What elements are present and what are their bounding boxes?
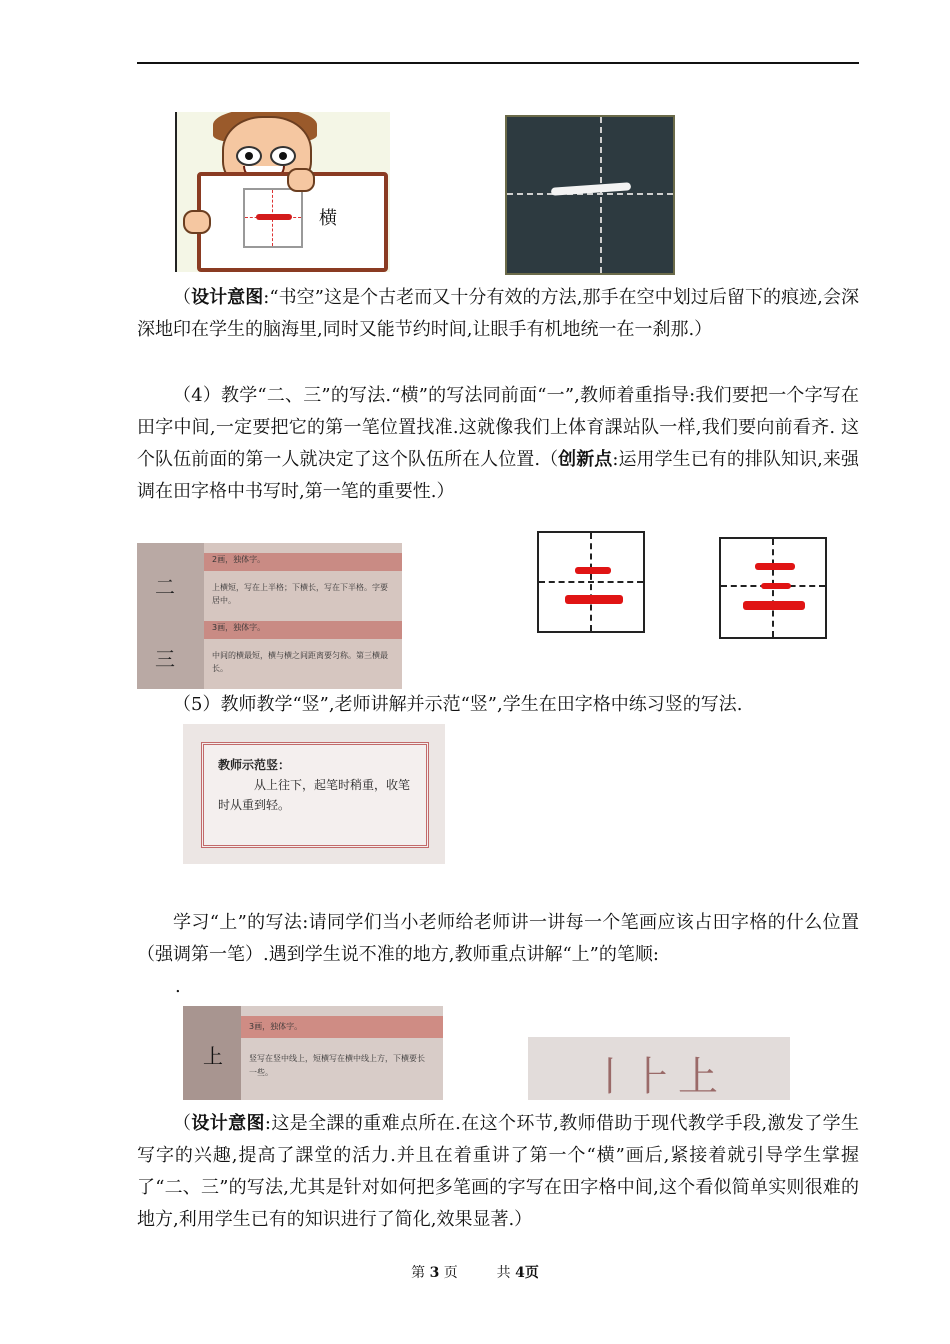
er-head: 2画，独体字。 xyxy=(204,553,402,571)
teaching-paragraph-4: （4）教学“二、三”的写法.“横”的写法同前面“一”,教师着重指导:我们要把一个字写在田字中间,一定要把它的第一笔位置找准.这就像我们上体育課站队一样,我们要向前看齐. 这个队伍前面的第一人就决定了这个队伍所在人位置.（创新点:运用学生已有的排队知识,来强调在田字格中书写时,第一笔的重要性.） xyxy=(137,385,859,502)
textbook-er-san-image xyxy=(137,543,402,689)
stroke-order-image xyxy=(528,1037,790,1100)
shang-head: 3画，独体字。 xyxy=(249,1022,303,1031)
right-eye xyxy=(270,146,296,166)
san-stroke-2 xyxy=(761,583,791,589)
design-intent-paragraph-2: （设计意图:这是全課的重难点所在.在这个环节,教师借助于现代教学手段,激发了学生写字的兴趣,提高了課堂的活力.并且在着重讲了第一个“横”画后,紧接着就引导学生掌握了“二、三”的写法,尤其是针对如何把多笔画的字写在田字格中间,这个看似简单实则很难的地方,利用学生已有的知识进行了简化,效果显著.） xyxy=(137,1113,860,1230)
header-rule xyxy=(137,62,859,64)
teacher-demo-image xyxy=(183,724,445,864)
stray-dot: . xyxy=(175,976,181,997)
tian-grid-small xyxy=(243,188,303,248)
textbook-shang-image xyxy=(183,1006,443,1100)
shang-text: 竖写在竖中线上，短横写在横中线上方，下横要长一些。 xyxy=(249,1054,425,1077)
er-char: 二 xyxy=(155,575,175,599)
holding-hand xyxy=(287,168,315,192)
teaching-paragraph-5: （5）教师教学“竖”,老师讲解并示范“竖”,学生在田字格中练习竖的写法. xyxy=(173,694,743,715)
cartoon-teacher-image xyxy=(175,112,390,272)
san-stroke-3 xyxy=(743,601,805,610)
demo-title: 教师示范竖： xyxy=(218,758,291,772)
pointing-hand xyxy=(183,210,211,234)
heng-stroke xyxy=(256,214,292,220)
stroke-order-1: 丨 xyxy=(590,1054,630,1100)
er-stroke-top xyxy=(575,567,611,574)
shang-char: 上 xyxy=(203,1044,223,1068)
san-stroke-1 xyxy=(755,563,795,570)
chalkboard-image xyxy=(505,115,675,275)
demo-text: 从上往下，起笔时稍重，收笔时从重到轻。 xyxy=(218,778,411,812)
san-head: 3画，独体字。 xyxy=(204,621,402,639)
stroke-order-3: 上 xyxy=(678,1054,718,1100)
stroke-order-2: ⺊ xyxy=(632,1054,672,1100)
shang-paragraph: 学习“上”的写法:请同学们当小老师给老师讲一讲每一个笔画应该占田字格的什么位置（强调第一笔）.遇到学生说不准的地方,教师重点讲解“上”的笔顺: xyxy=(137,912,859,965)
er-stroke-bottom xyxy=(565,595,623,604)
left-eye xyxy=(236,146,262,166)
tian-grid-er xyxy=(537,531,645,633)
page-footer: 第 3 页 共 4页 xyxy=(411,1265,539,1281)
tian-grid-san xyxy=(719,537,827,639)
heng-label: 横 xyxy=(319,208,337,229)
san-char: 三 xyxy=(155,647,175,671)
er-text: 上横短，写在上半格；下横长，写在下半格。字要居中。 xyxy=(212,583,388,605)
design-intent-paragraph-1: （设计意图:“书空”这是个古老而又十分有效的方法,那手在空中划过后留下的痕迹,会深深地印在学生的脑海里,同时又能节约时间,让眼手有机地统一在一刹那.） xyxy=(137,287,860,340)
san-text: 中间的横最短，横与横之间距离要匀称。第三横最长。 xyxy=(212,651,388,673)
